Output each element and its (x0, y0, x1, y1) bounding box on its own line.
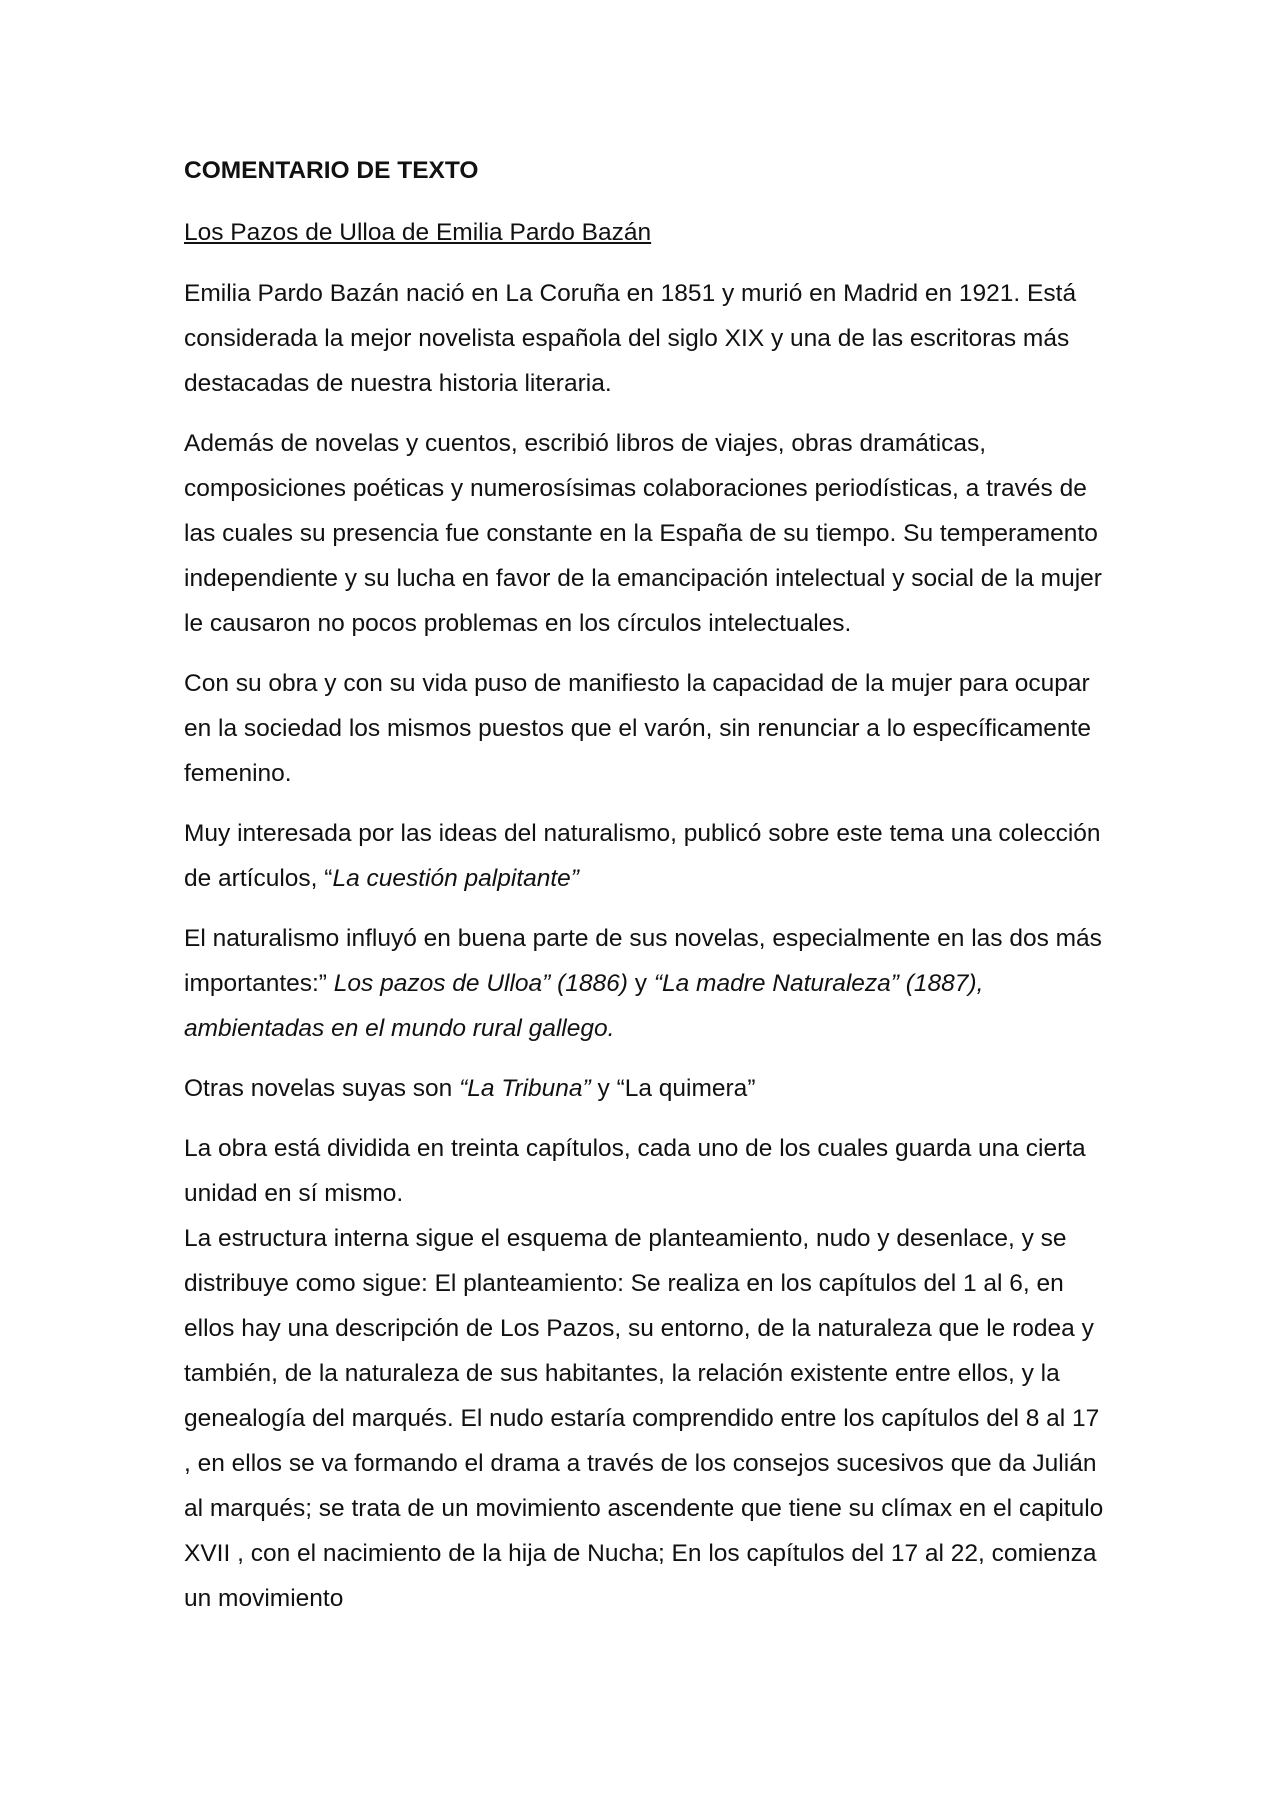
document-page (184, 148, 1104, 1636)
paragraph-text: Otras novelas suyas son (184, 1075, 460, 1102)
document-title: COMENTARIO DE TEXTO (184, 157, 479, 184)
book-title-la-madre-naturaleza: “La madre Naturaleza” (1887), ambientadas en el mundo rural gallego. (184, 970, 984, 1042)
paragraph-structure: La estructura interna sigue el esquema de planteamiento, nudo y desenlace, y se distribuye como sigue: El planteamiento: Se realiza en los capítulos del 1 al 6, en ellos hay una descripción de Los Pazos, su entorno, de la naturaleza que le rodea y también, de la naturaleza de sus habitantes, la relación existente entre ellos, y la genealogía del marqués. El nudo estaría comprendido entre los capítulos del 8 al 17 , en ellos se va formando el drama a través de los consejos sucesivos que da Julián al marqués; se trata de un movimiento ascendente que tiene su clímax en el capitulo XVII , con el nacimiento de la hija de Nucha; En los capítulos del 17 al 22, comienza un movimiento (184, 1225, 1104, 1612)
paragraph-chapters: La obra está dividida en treinta capítulos, cada uno de los cuales guarda una cierta unidad en sí mismo. (184, 1135, 1086, 1207)
paragraph-naturalism-influence (184, 916, 1104, 1051)
paragraph-text: El naturalismo influyó en buena parte de sus novelas, especialmente en las dos más importantes:” (184, 925, 1102, 997)
paragraph-text: Muy interesada por las ideas del naturalismo, publicó sobre este tema una colección de artículos, “ (184, 820, 1101, 892)
paragraph-text: y “La quimera” (590, 1075, 756, 1102)
book-title-la-cuestion-palpitante: La cuestión palpitante” (332, 865, 579, 892)
book-title-la-tribuna: “La Tribuna” (459, 1075, 591, 1102)
document-subtitle: Los Pazos de Ulloa de Emilia Pardo Bazán (184, 219, 652, 246)
paragraph-text: y (627, 970, 654, 997)
book-title-los-pazos: Los pazos de Ulloa” (1886) (333, 970, 628, 997)
paragraph-woman-capacity: Con su obra y con su vida puso de manifiesto la capacidad de la mujer para ocupar en la sociedad los mismos puestos que el varón, sin renunciar a lo específicamente femenino. (184, 670, 1091, 787)
paragraph-naturalism-interest (184, 811, 1104, 901)
paragraph-works: Además de novelas y cuentos, escribió libros de viajes, obras dramáticas, composiciones poéticas y numerosísimas colaboraciones periodísticas, a través de las cuales su presencia fue constante en la España de su tiempo. Su temperamento independiente y su lucha en favor de la emancipación intelectual y social de la mujer le causaron no pocos problemas en los círculos intelectuales. (184, 430, 1102, 637)
paragraph-other-novels (184, 1066, 1104, 1111)
paragraph-biography: Emilia Pardo Bazán nació en La Coruña en 1851 y murió en Madrid en 1921. Está considerada la mejor novelista española del siglo XIX y una de las escritoras más destacadas de nuestra historia literaria. (184, 280, 1077, 397)
